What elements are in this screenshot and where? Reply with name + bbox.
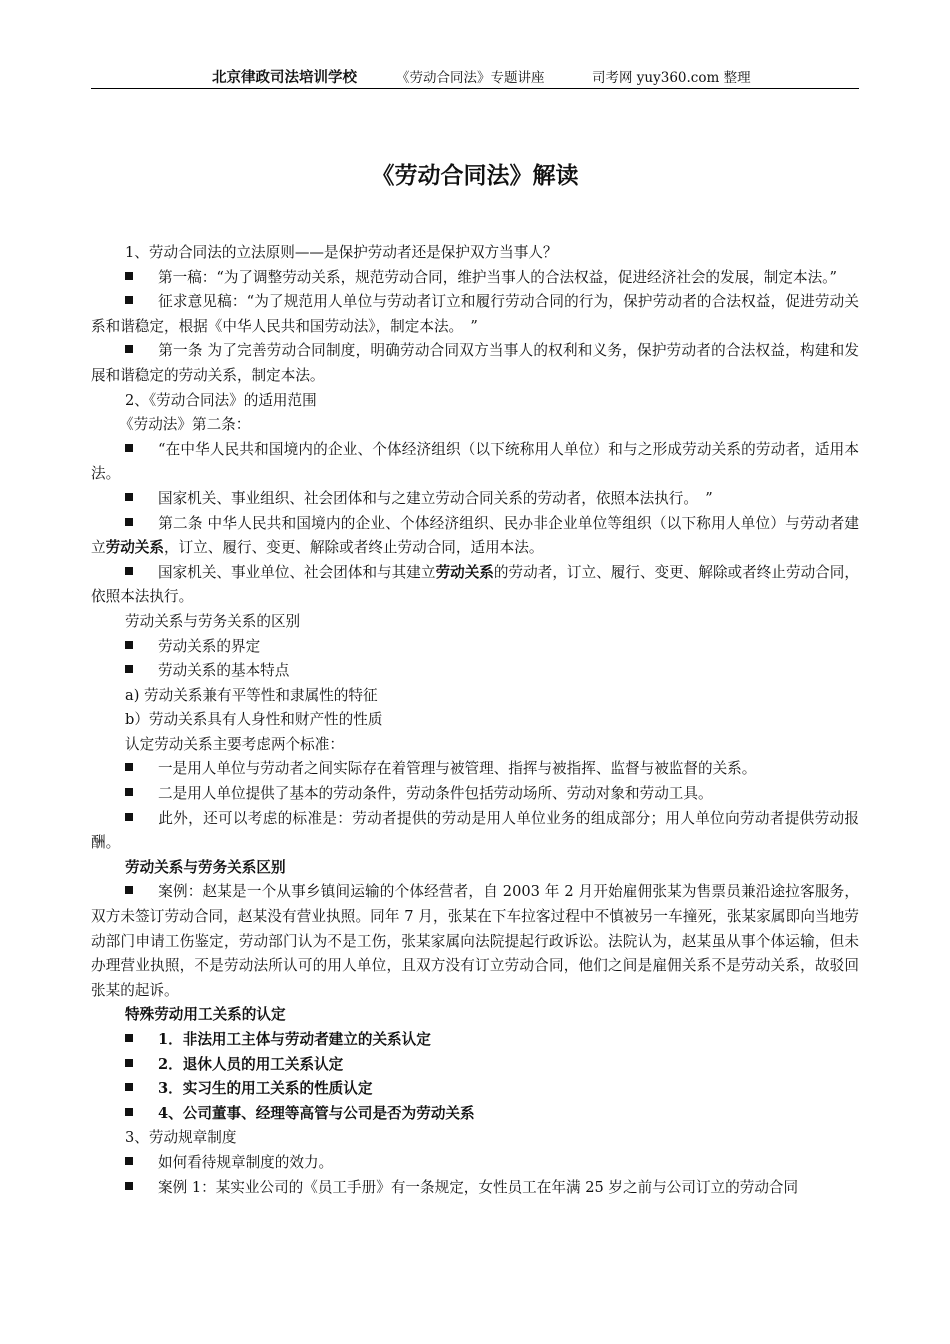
bullet-text: 国家机关、事业单位、社会团体和与其建立 xyxy=(158,563,436,581)
paragraph-draft-for-comment xyxy=(91,290,859,339)
list-item xyxy=(91,757,859,782)
document-title: 《劳动合同法》解读 xyxy=(371,163,579,189)
list-item xyxy=(91,635,859,660)
list-item xyxy=(91,659,859,684)
paragraph-first-draft xyxy=(91,266,859,291)
bullet-icon xyxy=(125,782,158,807)
criteria-heading: 认定劳动关系主要考虑两个标准： xyxy=(125,735,344,753)
list-item xyxy=(91,807,859,856)
bullet-text: 案例 1：某实业公司的《员工手册》有一条规定，女性员工在年满 25 岁之前与公司订立的劳动合同 xyxy=(158,1178,799,1196)
bullet-icon xyxy=(125,635,158,660)
labor-law-article-2-label: 《劳动法》第二条： xyxy=(119,416,251,434)
bullet-icon xyxy=(125,266,158,291)
feature-b: b）劳动关系具有人身性和财产性的性质 xyxy=(125,711,383,729)
bullet-icon xyxy=(125,561,158,586)
bullet-icon xyxy=(125,1053,158,1078)
bullet-text: 第二条 中华人民共和国境内的企业、个体经济组织、民办非企业单位等组织（以下称用人单位）与劳动者建立 xyxy=(91,514,859,557)
bullet-icon xyxy=(125,1028,158,1053)
bullet-icon xyxy=(125,757,158,782)
paragraph-labor-law-scope xyxy=(91,438,859,487)
bullet-icon xyxy=(125,290,158,315)
bullet-icon xyxy=(125,880,158,905)
bullet-text: 4、公司董事、经理等高管与公司是否为劳动关系 xyxy=(158,1104,475,1122)
section-2-heading: 2、《劳动合同法》的适用范围 xyxy=(125,391,317,409)
school-name: 北京律政司法培训学校 xyxy=(212,70,357,86)
case-heading: 劳动关系与劳务关系区别 xyxy=(125,858,286,876)
section-3-heading: 3、劳动规章制度 xyxy=(125,1129,237,1147)
bullet-text: 此外，还可以考虑的标准是：劳动者提供的劳动是用人单位业务的组成部分；用人单位向劳动者提供劳动报酬。 xyxy=(91,809,859,852)
bullet-text: 2．退休人员的用工关系认定 xyxy=(158,1055,344,1073)
feature-a: a) 劳动关系兼有平等性和隶属性的特征 xyxy=(125,686,378,704)
bullet-icon xyxy=(125,512,158,537)
bullet-icon xyxy=(125,1077,158,1102)
case-paragraph xyxy=(91,880,859,1003)
bullet-icon xyxy=(125,487,158,512)
emphasis-text: 劳动关系 xyxy=(105,539,164,557)
list-item xyxy=(91,1028,859,1053)
bullet-text: 1．非法用工主体与劳动者建立的关系认定 xyxy=(158,1031,431,1048)
special-heading: 特殊劳动用工关系的认定 xyxy=(125,1006,286,1024)
bullet-text: 二是用人单位提供了基本的劳动条件，劳动条件包括劳动场所、劳动对象和劳动工具。 xyxy=(158,785,713,803)
list-item xyxy=(91,1077,859,1102)
bullet-icon xyxy=(125,438,158,463)
bullet-icon xyxy=(125,807,158,832)
bullet-text: 3．实习生的用工关系的性质认定 xyxy=(158,1080,373,1098)
paragraph-article-2-state-organs xyxy=(91,561,859,610)
bullet-text: 一是用人单位与劳动者之间实际存在着管理与被管理、指挥与被指挥、监督与被监督的关系。 xyxy=(158,760,757,778)
list-item xyxy=(91,1102,859,1127)
bullet-text: 第一稿：“为了调整劳动关系，规范劳动合同，维护当事人的合法权益，促进经济社会的发展，制定本法。” xyxy=(158,268,837,286)
paragraph-state-organs xyxy=(91,487,859,512)
bullet-text: “在中华人民共和国境内的企业、个体经济组织（以下统称用人单位）和与之形成劳动关系的劳动者，适用本法。 xyxy=(91,440,859,483)
bullet-text: 国家机关、事业组织、社会团体和与之建立劳动合同关系的劳动者，依照本法执行。 ” xyxy=(158,489,713,507)
list-item xyxy=(91,1151,859,1176)
paragraph-article-1 xyxy=(91,339,859,388)
bullet-icon xyxy=(125,339,158,364)
course-name: 《劳动合同法》专题讲座 xyxy=(396,70,545,86)
bullet-text: 如何看待规章制度的效力。 xyxy=(158,1153,334,1171)
source-note: 司考网 yuy360.com 整理 xyxy=(592,70,751,86)
list-item xyxy=(91,1053,859,1078)
bullet-icon xyxy=(125,1102,158,1127)
document-body xyxy=(91,241,859,1200)
emphasis-text: 劳动关系 xyxy=(435,563,494,581)
bullet-icon xyxy=(125,659,158,684)
page-header xyxy=(91,66,859,89)
paragraph-article-2 xyxy=(91,512,859,561)
bullet-text: 征求意见稿：“为了规范用人单位与劳动者订立和履行劳动合同的行为，保护劳动者的合法权益，促进劳动关系和谐稳定，根据《中华人民共和国劳动法》，制定本法。 ” xyxy=(91,293,859,335)
difference-heading: 劳动关系与劳务关系的区别 xyxy=(125,612,301,630)
bullet-text: 第一条 为了完善劳动合同制度，明确劳动合同双方当事人的权利和义务，保护劳动者的合法权益，构建和发展和谐稳定的劳动关系，制定本法。 xyxy=(91,342,859,384)
bullet-icon xyxy=(125,1176,158,1201)
bullet-text: 案例：赵某是一个从事乡镇间运输的个体经营者，自 2003 年 2 月开始雇佣张某为售票员兼沿途拉客服务，双方未签订劳动合同，赵某没有营业执照。同年 7 月，张某在下车拉客过程中不慎被另一车撞死，张某家属即向当地劳动部门申请工伤鉴定，劳动部门认为不是工伤，张某家属向法院提起行政诉讼。法院认为，赵某虽从事个体运输，但未办理营业执照，不是劳动法所认可的用人单位，且双方没有订立劳动合同，他们之间是雇佣关系不是劳动关系，故驳回张某的起诉。 xyxy=(91,883,859,999)
list-item xyxy=(91,782,859,807)
bullet-text: 劳动关系的界定 xyxy=(158,637,261,655)
section-1-heading: 1、劳动合同法的立法原则——是保护劳动者还是保护双方当事人？ xyxy=(125,244,558,261)
list-item xyxy=(91,1176,859,1201)
bullet-text: 劳动关系的基本特点 xyxy=(158,662,290,680)
bullet-icon xyxy=(125,1151,158,1176)
bullet-text: ，订立、履行、变更、解除或者终止劳动合同，适用本法。 xyxy=(164,539,544,557)
bullet-text: 的劳动者，订立、履行、变更、解除或者终止劳动合同，依照本法执行。 xyxy=(91,563,859,606)
